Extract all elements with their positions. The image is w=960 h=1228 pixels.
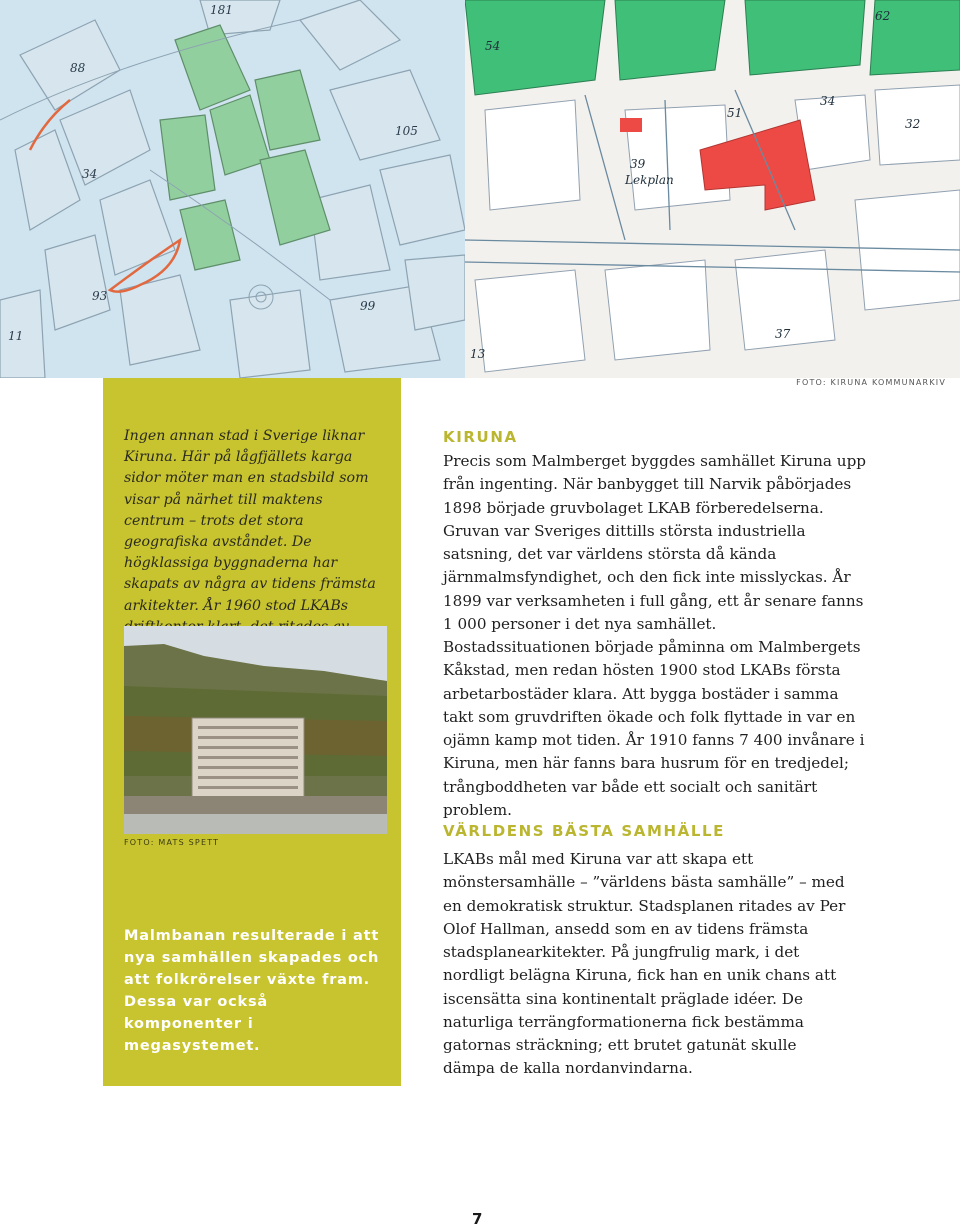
map-label: 37 [775,327,791,341]
map-label: 88 [70,61,86,75]
map-photo-credit: FOTO: KIRUNA KOMMUNARKIV [796,378,946,387]
map-label: 54 [485,39,501,53]
map-label: 62 [875,9,891,23]
sidebar-caption: Ingen annan stad i Sverige liknar Kiruna. Här på lågfjällets karga sidor möter man en stadsbild som visar på närhet till maktens centrum – trots det stora geografiska avståndet. De högklassiga byggnaderna har skapats av några av tidens främsta arkitekter. År 1960 stod LKABs [124,428,376,614]
map-label: 11 [8,329,24,343]
map-label: 34 [820,94,836,108]
map-label: Lekplan [625,173,674,187]
map-label: 93 [92,289,108,303]
historic-town-plan-left [0,0,465,378]
map-label: 32 [905,117,921,131]
map-label: 105 [395,124,418,138]
section-body-kiruna: Precis som Malmberget byggdes samhället Kiruna upp från ingenting. När banbygget till Narvik påbörjades 1898 började gruvbolaget LKAB förberedelserna. Gruvan var Sveriges dittills största industriella satsning, det var världens största då kända järnmalmsfyndighet, och den fick inte misslyckas. År 1899 var verksamheten i full gång, ett år senare fanns 1 000 personer i det nya samhället. Bostadssituationen började påminna om Malmbergets Kåkstad, men redan hösten 1900 stod LKABs första arbetarbostäder klara. Att bygga bostäder i samma takt som gruvdriften ökade och folk flyttade in var en ojämn kamp mot tiden. År 1910 fanns 7 400 invånare i Kiruna, men här fanns bara husrum för en tredjedel; trångboddheten var både ett socialt och sanitärt problem. [443,452,867,819]
pull-quote: Malmbanan resulterade i att nya samhällen skapades och att folkrörelser växte fram. Dessa var också komponenter i megasystemet. [124,928,380,1054]
page-number: 7 [472,1210,483,1228]
map-label: 39 [630,157,646,171]
map-label: 99 [360,299,376,313]
section-heading-varldens-basta-samhalle: VÄRLDENS BÄSTA SAMHÄLLE [443,822,725,840]
map-label: 34 [82,167,98,181]
map-label: 51 [727,106,743,120]
lkab-office-photo [124,626,387,834]
section-body-varldens-basta-samhalle: LKABs mål med Kiruna var att skapa ett mönstersamhälle – ”världens bästa samhälle” – med en demokratisk struktur. Stadsplanen ritades av Per Olof Hallman, ansedd som en av tidens främsta stadsplanearkitekter. På jungfrulig mark, i det nordligt belägna Kiruna, fick han en unik chans att iscensätta sina kontinentalt präglade idéer. De naturliga terrängformationerna fick bestämma gatornas sträckning; ett brutet gatunät skulle dämpa de kalla nordanvindarna. [443,850,846,1078]
office-photo-credit: FOTO: MATS SPETT [124,838,220,847]
map-label: 13 [470,347,486,361]
map-label: 181 [210,3,233,17]
section-heading-kiruna: KIRUNA [443,428,518,446]
historic-town-plan-right [465,0,960,378]
